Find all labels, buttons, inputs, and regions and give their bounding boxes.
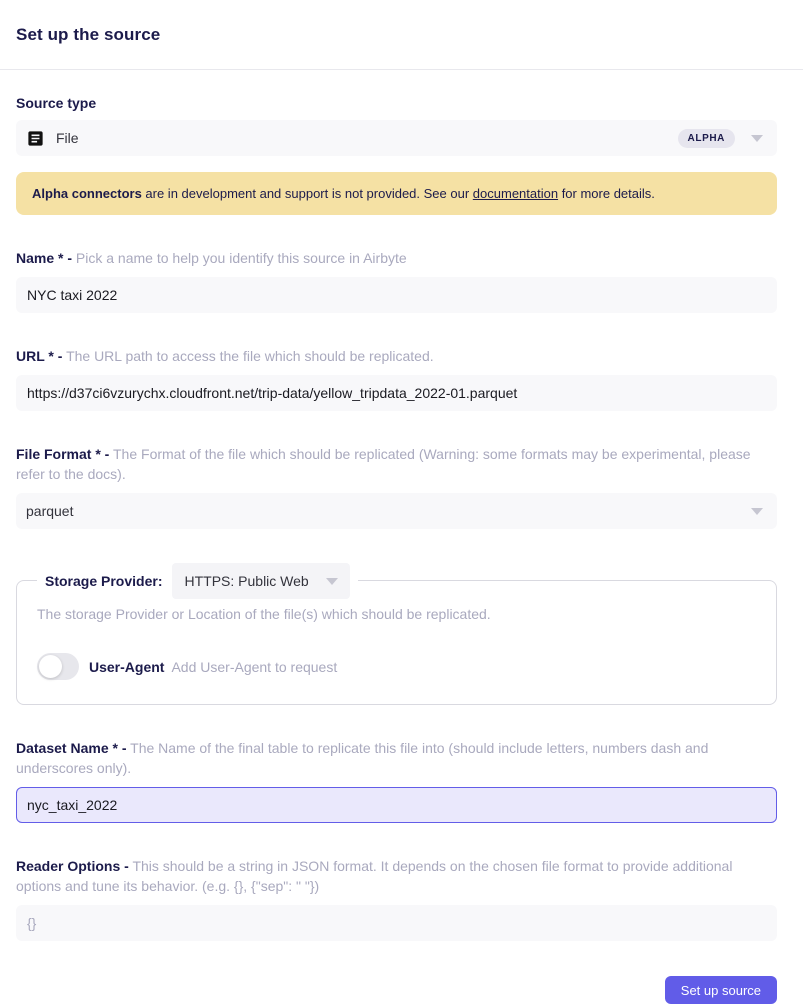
dataset-name-field-group — [16, 738, 777, 823]
user-agent-label: User-Agent — [89, 658, 165, 675]
chevron-down-icon — [326, 578, 338, 585]
user-agent-hint: Add User-Agent to request — [171, 658, 338, 675]
url-description: The URL path to access the file which should be replicated. — [66, 348, 434, 364]
alpha-warning-banner — [16, 172, 777, 215]
dataset-name-description: The Name of the final table to replicate this file into (should include letters, numbers dash and underscores only). — [16, 740, 709, 776]
banner-text-2: for more details. — [558, 186, 655, 201]
file-format-value: parquet — [26, 503, 74, 519]
file-icon — [26, 129, 45, 148]
dataset-name-label: Dataset Name * - — [16, 740, 127, 756]
storage-provider-value: HTTPS: Public Web — [184, 573, 309, 589]
source-type-label: Source type — [16, 95, 97, 111]
storage-provider-description: The storage Provider or Location of the file(s) which should be replicated. — [37, 606, 491, 622]
page-title: Set up the source — [16, 24, 161, 44]
dataset-name-input[interactable] — [16, 787, 777, 823]
banner-bold-text: Alpha connectors — [32, 186, 142, 201]
url-label-line — [16, 346, 777, 366]
file-format-select[interactable] — [16, 493, 777, 529]
user-agent-toggle[interactable] — [37, 653, 79, 680]
chevron-down-icon — [751, 508, 763, 515]
toggle-knob — [39, 655, 62, 678]
reader-options-input[interactable] — [16, 905, 777, 941]
url-input[interactable] — [16, 375, 777, 411]
reader-options-label: Reader Options - — [16, 858, 129, 874]
storage-provider-legend — [37, 563, 358, 599]
url-label: URL * - — [16, 348, 63, 364]
name-description: Pick a name to help you identify this source in Airbyte — [75, 250, 407, 266]
source-type-value-wrap — [26, 129, 678, 148]
name-label-line — [16, 248, 777, 268]
file-format-label-line — [16, 444, 777, 484]
reader-options-field-group — [16, 856, 777, 941]
set-up-source-button[interactable]: Set up source — [665, 976, 777, 1004]
file-format-description: The Format of the file which should be replicated (Warning: some formats may be experimental, please refer to the docs). — [16, 446, 751, 482]
reader-options-description: This should be a string in JSON format. It depends on the chosen file format to provide additional options and tune its behavior. (e.g. {}, {"sep": " "}) — [16, 858, 733, 894]
storage-provider-label: Storage Provider: — [45, 573, 163, 589]
name-label: Name * - — [16, 250, 73, 266]
banner-text-1: are in development and support is not provided. See our — [141, 186, 473, 201]
source-type-select[interactable] — [16, 120, 777, 156]
dataset-name-label-line — [16, 738, 777, 778]
panel-header — [0, 0, 803, 70]
documentation-link[interactable]: documentation — [472, 186, 559, 201]
file-format-field-group — [16, 444, 777, 529]
user-agent-row — [37, 653, 756, 680]
chevron-down-icon — [751, 135, 763, 142]
storage-provider-select[interactable] — [172, 563, 350, 599]
file-format-label: File Format * - — [16, 446, 110, 462]
name-input[interactable] — [16, 277, 777, 313]
url-field-group — [16, 346, 777, 411]
name-field-group — [16, 248, 777, 313]
source-type-value: File — [56, 130, 79, 146]
form-content — [0, 95, 803, 941]
alpha-badge: ALPHA — [678, 129, 735, 148]
storage-provider-card — [16, 573, 777, 705]
form-footer — [0, 941, 803, 1004]
reader-options-label-line — [16, 856, 777, 896]
